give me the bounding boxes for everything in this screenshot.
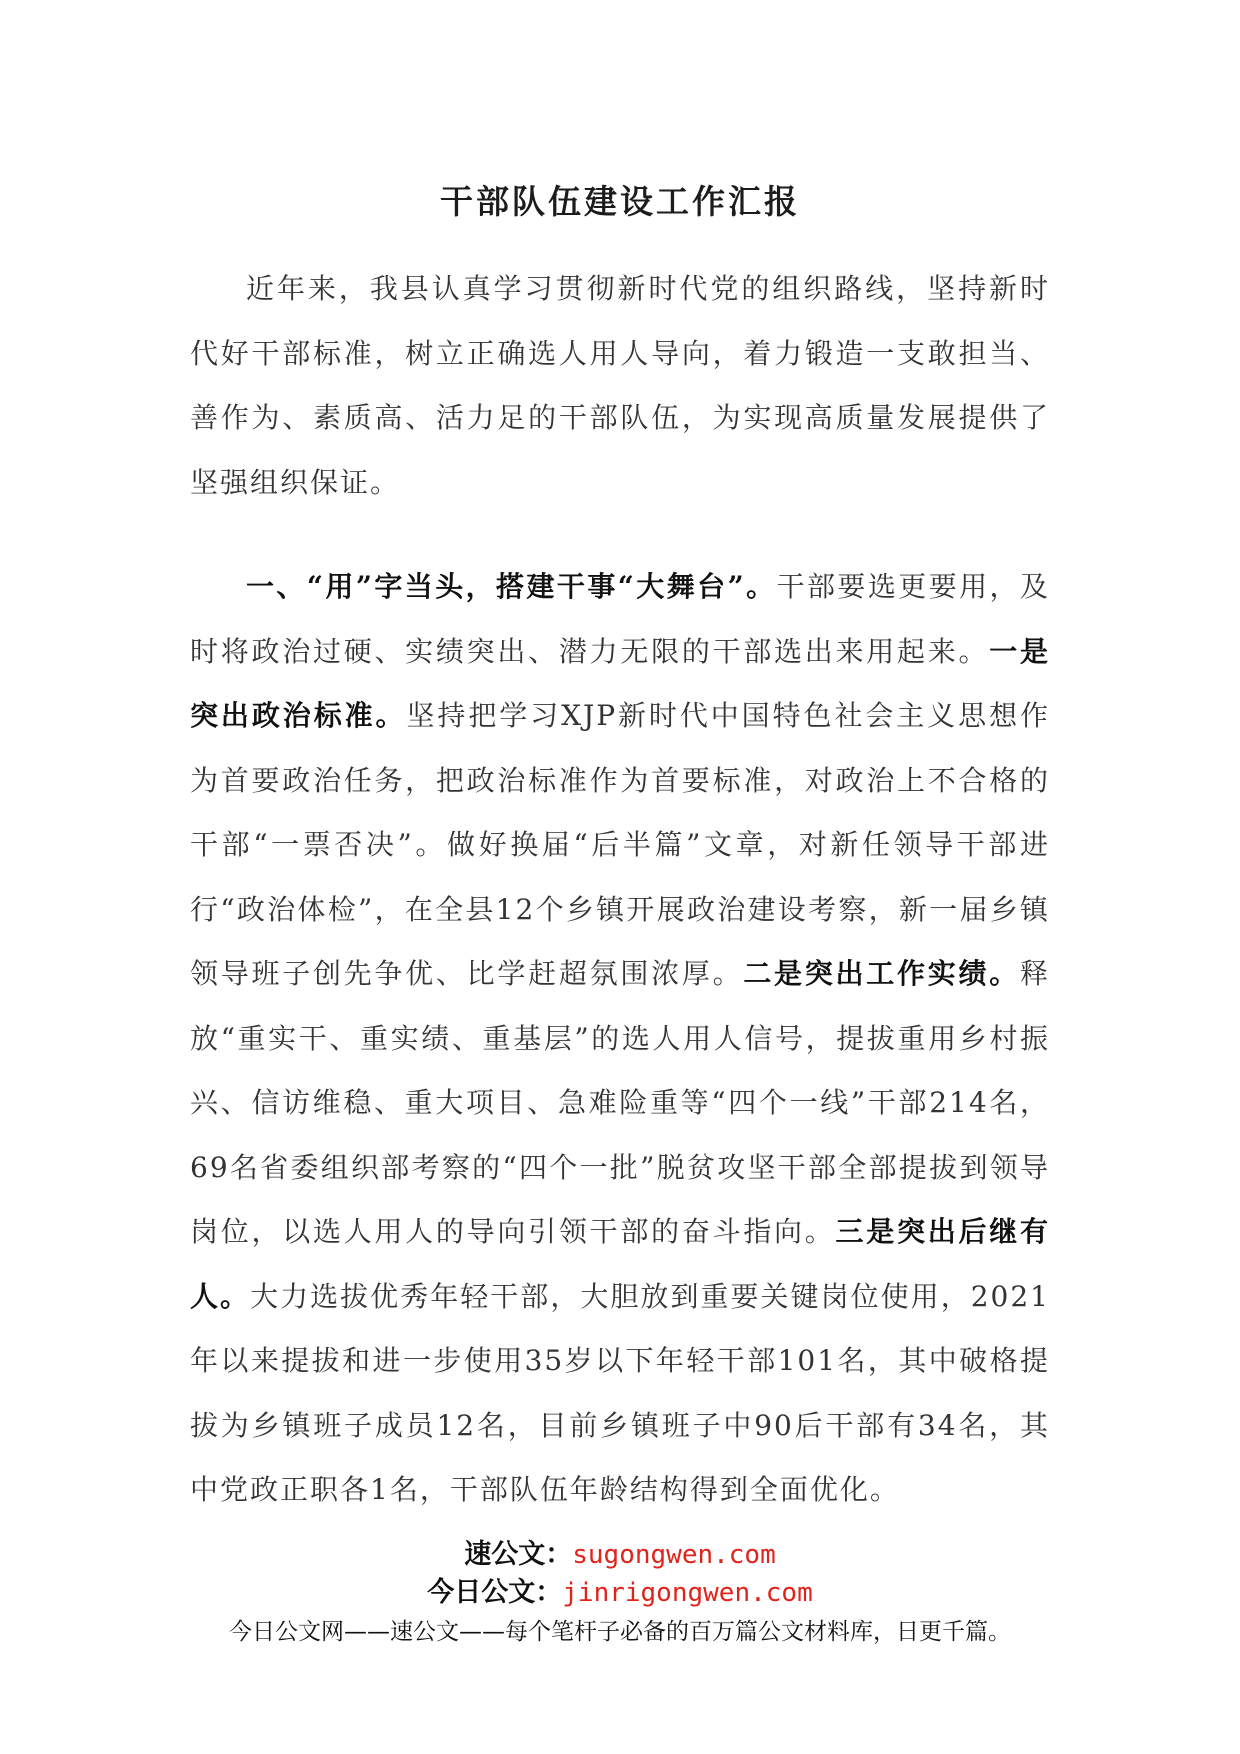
footer-label-sugongwen: 速公文： <box>464 1539 573 1570</box>
point-1-text: 坚持把学习XJP新时代中国特色社会主义思想作为首要政治任务，把政治标准作为首要标准，对政治上不合格的干部“一票否决”。做好换届“后半篇”文章，对新任领导干部进行“政治体检”，在全县12个乡镇开展政治建设考察，新一届乡镇领导班子创先争优、比学赶超氛围浓厚。 <box>190 699 1050 990</box>
intro-paragraph: 近年来，我县认真学习贯彻新时代党的组织路线，坚持新时代好干部标准，树立正确选人用人导向，着力锻造一支敢担当、善作为、素质高、活力足的干部队伍，为实现高质量发展提供了坚强组织保证。 <box>190 272 1050 499</box>
point-3-text: 大力选拔优秀年轻干部，大胆放到重要关键岗位使用，2021年以来提拔和进一步使用35岁以下年轻干部101名，其中破格提拔为乡镇班子成员12名，目前乡镇班子中90后干部有34名，其中党政正职各1名，干部队伍年龄结构得到全面优化。 <box>190 1279 1050 1506</box>
document-body <box>190 257 1050 1523</box>
footer-slogan: 今日公文网——速公文——每个笔杆子必备的百万篇公文材料库，日更千篇。 <box>229 1619 1011 1645</box>
point-3-heading: 三是突出后继有人。 <box>190 1215 1050 1313</box>
sugongwen-link[interactable]: sugongwen.com <box>572 1540 776 1570</box>
section-1-heading: 一、“用”字当头，搭建干事“大舞台”。 <box>246 570 777 603</box>
document-title: 干部队伍建设工作汇报 <box>440 182 800 221</box>
footer-line-jinrigongwen <box>0 1574 1240 1612</box>
section-1-paragraph <box>190 555 1050 1523</box>
point-2-text: 释放“重实干、重实绩、重基层”的选人用人信号，提拔重用乡村振兴、信访维稳、重大项目、急难险重等“四个一线”干部214名，69名省委组织部考察的“四个一批”脱贫攻坚干部全部提拔到领导岗位，以选人用人的导向引领干部的奋斗指向。 <box>190 957 1050 1248</box>
footer-label-jinrigongwen: 今日公文： <box>427 1577 563 1608</box>
section-1-lead: 干部要选更要用，及时将政治过硬、实绩突出、潜力无限的干部选出来用起来。 <box>190 570 1050 668</box>
footer-line-sugongwen <box>0 1536 1240 1574</box>
point-1-heading: 一是突出政治标准。 <box>190 634 1050 732</box>
point-2-heading: 二是突出工作实绩。 <box>743 957 1020 990</box>
footer <box>0 1536 1240 1650</box>
jinrigongwen-link[interactable]: jinrigongwen.com <box>562 1578 813 1608</box>
